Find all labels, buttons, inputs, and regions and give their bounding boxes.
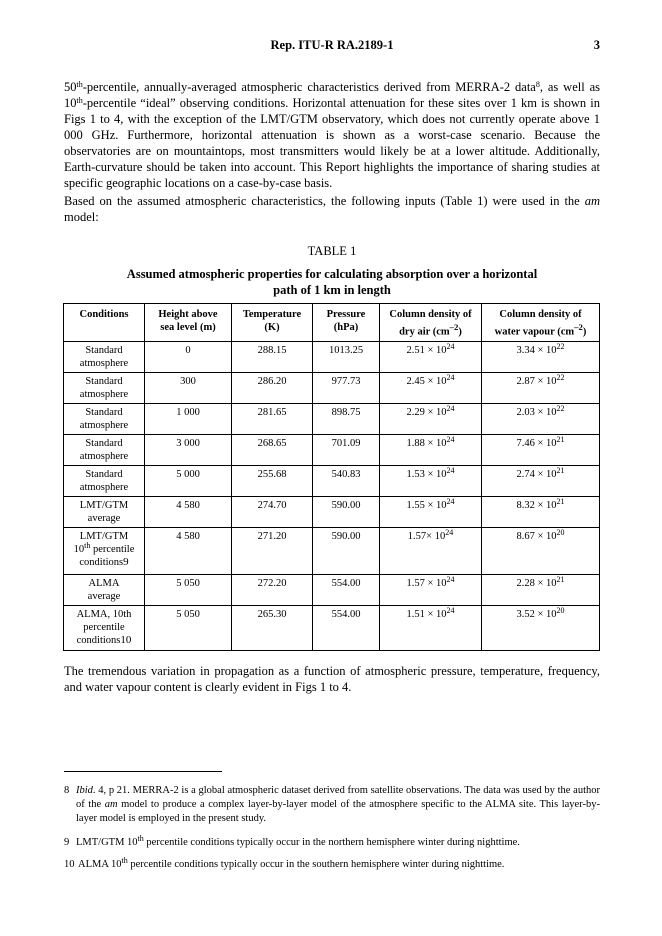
cell-height: 1 000 [145, 403, 232, 434]
header-height [145, 304, 232, 342]
exponent: 24 [446, 372, 455, 382]
cell-line: average [87, 512, 121, 524]
cell-dry-air-density [380, 403, 482, 434]
cell-line [66, 634, 142, 647]
cell-pressure: 590.00 [313, 496, 380, 527]
exponent: 24 [446, 574, 455, 584]
cell-conditions [64, 496, 145, 527]
cell-water-vapour-density [482, 403, 600, 434]
exponent: 21 [556, 574, 565, 584]
footnote-10 [64, 858, 600, 872]
cell-line: percentile [83, 621, 125, 633]
cell-conditions [64, 527, 145, 574]
superscript: th [121, 856, 128, 865]
cell-conditions [64, 574, 145, 605]
mantissa: 3.34 × 10 [516, 344, 557, 356]
text-run: conditions [76, 634, 121, 646]
cell-temperature: 255.68 [232, 465, 313, 496]
cell-line: Standard [85, 375, 123, 387]
mantissa: 2.29 × 10 [406, 406, 447, 418]
header-text: Height above [158, 309, 218, 320]
header-text: sea level (m) [160, 322, 216, 333]
cell-height: 300 [145, 372, 232, 403]
exponent: 24 [445, 527, 454, 537]
header-dry-air-density [380, 304, 482, 342]
exponent: 21 [556, 434, 565, 444]
cell-pressure: 701.09 [313, 434, 380, 465]
header-text: Column density of [389, 309, 472, 320]
cell-line: Standard [85, 468, 123, 480]
cell-line: LMT/GTM [79, 530, 129, 542]
exponent: 24 [446, 341, 455, 351]
exponent: 24 [446, 403, 455, 413]
mantissa: 1.55 × 10 [406, 499, 447, 511]
page-number: 3 [593, 38, 600, 52]
cell-dry-air-density [380, 574, 482, 605]
cell-line [66, 540, 142, 556]
footnote-8 [64, 784, 600, 826]
cell-line: atmosphere [79, 419, 129, 431]
mantissa: 2.03 × 10 [516, 406, 557, 418]
footnote-text [78, 858, 600, 872]
text-run: model to produce a complex layer-by-layer model of the atmosphere specific to the ALMA site. This layer-by-layer model is employed in the present study. [76, 799, 600, 824]
cell-height: 3 000 [145, 434, 232, 465]
cell-line: ALMA [88, 577, 120, 589]
cell-dry-air-density [380, 341, 482, 372]
header-text: (hPa) [333, 322, 359, 333]
cell-dry-air-density [380, 465, 482, 496]
mantissa: 2.28 × 10 [516, 577, 557, 589]
table-row [64, 527, 600, 574]
header-text [484, 321, 597, 339]
exponent: 21 [556, 465, 565, 475]
cell-pressure: 1013.25 [313, 341, 380, 372]
cell-temperature: 274.70 [232, 496, 313, 527]
mantissa: 1.57 × 10 [406, 577, 447, 589]
cell-line: atmosphere [79, 450, 129, 462]
footnote-ref[interactable]: 9 [123, 555, 129, 568]
cell-height: 4 580 [145, 527, 232, 574]
text-run: . 4, p 21. MERRA-2 is a global atmospheric dataset derived from satellite observations. The data was used by the author of the [76, 785, 600, 810]
text-run: dry air (cm [399, 326, 450, 338]
cell-line: atmosphere [79, 357, 129, 369]
table-row [64, 605, 600, 650]
header-text: (K) [264, 322, 280, 333]
superscript: –2 [574, 322, 583, 332]
paragraph-intro [64, 79, 600, 191]
mantissa: 8.67 × 10 [516, 530, 557, 542]
cell-line: average [87, 590, 121, 602]
cell-line: Standard [85, 344, 123, 356]
cell-conditions [64, 434, 145, 465]
text-run: , as well as 10 [64, 80, 600, 110]
cell-water-vapour-density [482, 465, 600, 496]
cell-height: 0 [145, 341, 232, 372]
header-pressure [313, 304, 380, 342]
cell-conditions [64, 341, 145, 372]
cell-line: ALMA, 10th [76, 608, 132, 620]
table-caption [64, 266, 600, 298]
text-run: 50 [64, 80, 77, 94]
atmospheric-properties-table [63, 303, 600, 651]
header-text: Pressure [326, 309, 366, 320]
mantissa: 2.87 × 10 [516, 375, 557, 387]
exponent: 20 [556, 605, 565, 615]
cell-water-vapour-density [482, 434, 600, 465]
text-run: ) [582, 326, 587, 338]
exponent: 24 [446, 496, 455, 506]
cell-line: Standard [85, 406, 123, 418]
caption-line: Assumed atmospheric properties for calculating absorption over a horizontal [126, 267, 538, 281]
page-header [64, 38, 600, 56]
report-reference: Rep. ITU-R RA.2189-1 [270, 38, 394, 52]
cell-dry-air-density [380, 434, 482, 465]
table-number: TABLE 1 [307, 244, 357, 258]
text-run: percentile conditions typically occur in the northern hemisphere winter during nighttime. [143, 837, 520, 848]
text-run: LMT/GTM 10 [76, 837, 138, 848]
text-run: ALMA 10 [78, 859, 122, 870]
cell-height: 5 000 [145, 465, 232, 496]
paragraph-inputs [64, 193, 600, 225]
cell-conditions [64, 605, 145, 650]
cell-line: atmosphere [79, 481, 129, 493]
table-row [64, 403, 600, 434]
cell-pressure: 590.00 [313, 527, 380, 574]
text-run: conditions [79, 556, 124, 568]
cell-pressure: 977.73 [313, 372, 380, 403]
cell-temperature: 288.15 [232, 341, 313, 372]
header-conditions [64, 304, 145, 342]
mantissa: 1.88 × 10 [406, 437, 447, 449]
cell-dry-air-density [380, 372, 482, 403]
text-run: water vapour (cm [494, 326, 575, 338]
footnote-ref-8[interactable]: 8 [535, 80, 540, 89]
model-name: am [104, 799, 118, 810]
cell-water-vapour-density [482, 527, 600, 574]
cell-pressure: 554.00 [313, 605, 380, 650]
footnote-9 [64, 836, 600, 850]
superscript: th [76, 80, 83, 89]
text-run: -percentile, annually-averaged atmospheric characteristics derived from MERRA-2 data [82, 80, 536, 94]
cell-temperature: 265.30 [232, 605, 313, 650]
mantissa: 7.46 × 10 [516, 437, 557, 449]
exponent: 22 [556, 372, 565, 382]
superscript: th [76, 96, 83, 105]
exponent: 24 [446, 465, 455, 475]
paragraph-conclusion: The tremendous variation in propagation as a function of atmospheric pressure, temperature, frequency, and water vapour content is clearly evident in Figs 1 to 4. [64, 664, 600, 694]
mantissa: 3.52 × 10 [516, 608, 557, 620]
exponent: 20 [556, 527, 565, 537]
text-run: percentile conditions typically occur in the southern hemisphere winter during nighttime. [127, 859, 505, 870]
footnote-separator [64, 771, 222, 772]
header-text: Temperature [242, 309, 302, 320]
cell-temperature: 268.65 [232, 434, 313, 465]
text-run: -percentile “ideal” observing conditions. Horizontal attenuation for these sites over 1 km is shown in Figs 1 to 4, with the exception of the LMT/GTM observatory, which does not currently operate above 1 000 GHz. Furthermore, horizontal attenuation is shown as a worst-case scenario. Because the observatories are on mountaintops, most transmitters would likely be at a lower altitude. Additionally, Earth-curvature should be taken into account. This Report highlights the importance of sharing studies at specific geographic locations on a case-by-case basis. [64, 96, 600, 190]
cell-temperature: 281.65 [232, 403, 313, 434]
footnote-number: 8 [64, 785, 70, 796]
cell-line: Standard [85, 437, 123, 449]
table-header-row [64, 304, 600, 342]
mantissa: 1.51 × 10 [406, 608, 447, 620]
cell-dry-air-density [380, 496, 482, 527]
cell-height: 5 050 [145, 605, 232, 650]
cell-conditions [64, 465, 145, 496]
table-body [64, 341, 600, 650]
header-text: Column density of [499, 309, 582, 320]
table-row [64, 496, 600, 527]
cell-water-vapour-density [482, 574, 600, 605]
text-run: 10 [73, 543, 85, 555]
cell-dry-air-density [380, 527, 482, 574]
cell-water-vapour-density [482, 605, 600, 650]
exponent: 21 [556, 496, 565, 506]
cell-temperature: 272.20 [232, 574, 313, 605]
cell-pressure: 898.75 [313, 403, 380, 434]
exponent: 24 [446, 605, 455, 615]
cell-temperature: 271.20 [232, 527, 313, 574]
caption-line: path of 1 km in length [273, 283, 391, 297]
cell-water-vapour-density [482, 341, 600, 372]
cell-pressure: 540.83 [313, 465, 380, 496]
mantissa: 8.32 × 10 [516, 499, 557, 511]
mantissa: 1.57× 10 [407, 530, 446, 542]
exponent: 24 [446, 434, 455, 444]
header-temperature [232, 304, 313, 342]
superscript: –2 [449, 322, 459, 332]
text-run: Based on the assumed atmospheric characteristics, the following inputs (Table 1) were used in the [64, 194, 585, 208]
cell-height: 4 580 [145, 496, 232, 527]
cell-line [66, 556, 142, 569]
text-run: percentile [90, 543, 135, 555]
table-row [64, 574, 600, 605]
text-run: Ibid [76, 785, 93, 796]
footnote-text [76, 784, 600, 826]
cell-line: atmosphere [79, 388, 129, 400]
text-run: ) [458, 326, 462, 338]
cell-temperature: 286.20 [232, 372, 313, 403]
footnote-text [76, 836, 600, 850]
mantissa: 2.74 × 10 [516, 468, 557, 480]
footnote-number: 10 [64, 859, 75, 870]
cell-water-vapour-density [482, 496, 600, 527]
mantissa: 1.53 × 10 [406, 468, 447, 480]
table-row [64, 372, 600, 403]
cell-dry-air-density [380, 605, 482, 650]
model-name: am [584, 194, 600, 208]
header-text: Conditions [79, 309, 129, 320]
mantissa: 2.45 × 10 [406, 375, 447, 387]
footnote-ref[interactable]: 10 [120, 633, 132, 646]
cell-line: LMT/GTM [79, 499, 129, 511]
table-row [64, 341, 600, 372]
header-text [382, 321, 479, 339]
table-row [64, 465, 600, 496]
footnote-number: 9 [64, 837, 70, 848]
cell-water-vapour-density [482, 372, 600, 403]
cell-height: 5 050 [145, 574, 232, 605]
table-row [64, 434, 600, 465]
cell-pressure: 554.00 [313, 574, 380, 605]
exponent: 22 [556, 341, 565, 351]
header-water-vapour-density [482, 304, 600, 342]
superscript: th [137, 834, 144, 843]
exponent: 22 [556, 403, 565, 413]
cell-conditions [64, 403, 145, 434]
text-run: model: [64, 210, 99, 224]
mantissa: 2.51 × 10 [406, 344, 447, 356]
cell-conditions [64, 372, 145, 403]
superscript: th [84, 540, 91, 550]
